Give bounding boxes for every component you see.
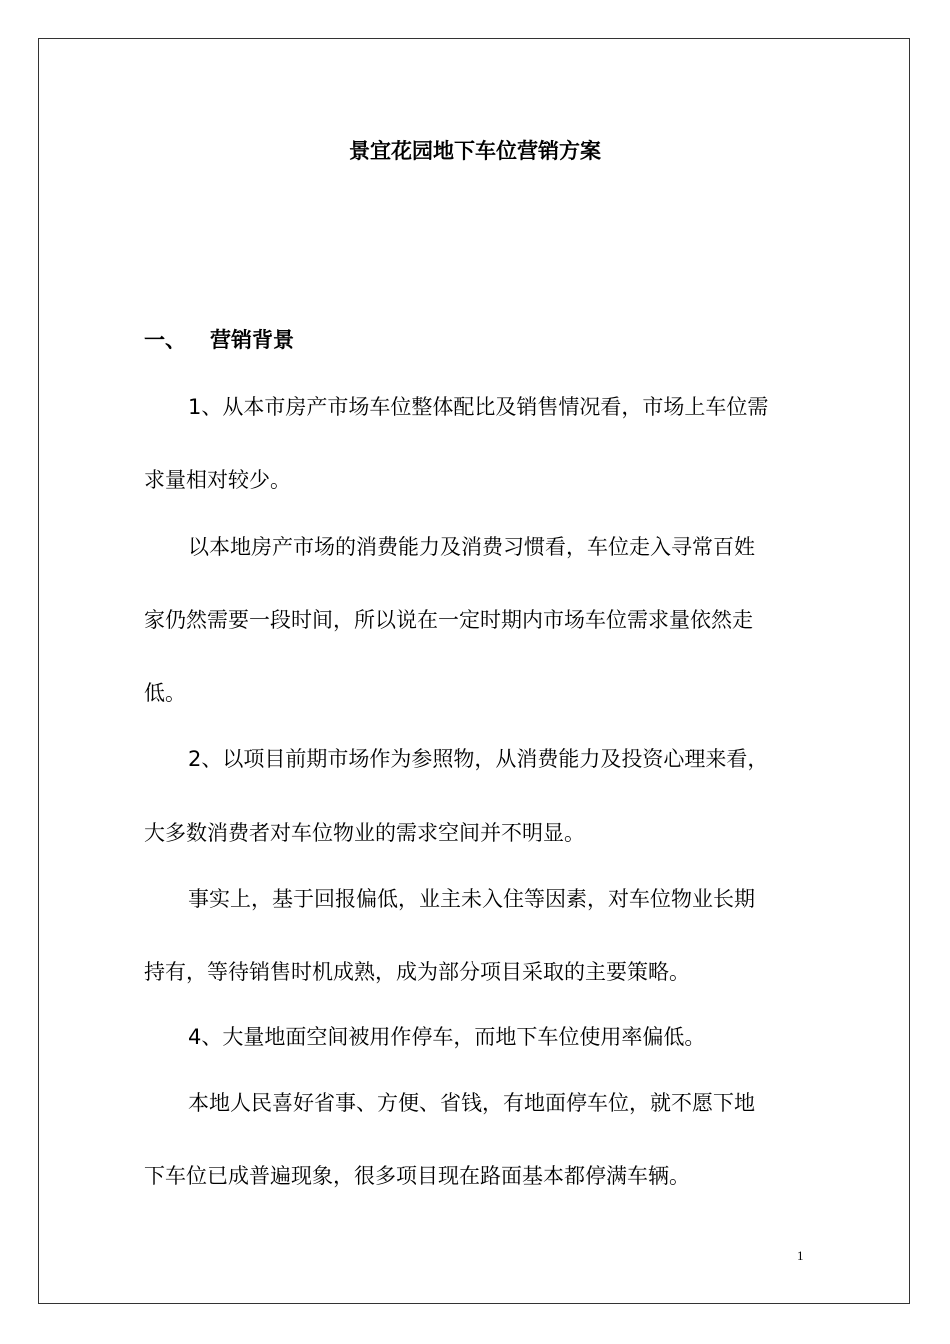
section-heading-text: 营销背景 bbox=[210, 328, 294, 352]
paragraph-line: 以本地房产市场的消费能力及消费习惯看，车位走入寻常百姓 bbox=[188, 535, 755, 559]
paragraph-line: 下车位已成普遍现象，很多项目现在路面基本都停满车辆。 bbox=[144, 1164, 690, 1188]
paragraph-line: 本地人民喜好省事、方便、省钱，有地面停车位，就不愿下地 bbox=[188, 1091, 755, 1115]
page-number: 1 bbox=[797, 1248, 804, 1263]
paragraph-line: 4、大量地面空间被用作停车，而地下车位使用率偏低。 bbox=[188, 1025, 706, 1049]
paragraph-line: 家仍然需要一段时间，所以说在一定时期内市场车位需求量依然走 bbox=[144, 608, 753, 632]
paragraph-line: 2、以项目前期市场作为参照物，从消费能力及投资心理来看， bbox=[188, 747, 769, 771]
paragraph-line: 事实上，基于回报偏低，业主未入住等因素，对车位物业长期 bbox=[188, 887, 755, 911]
document-title: 景宜花园地下车位营销方案 bbox=[349, 139, 601, 163]
paragraph-line: 1、从本市房产市场车位整体配比及销售情况看，市场上车位需 bbox=[188, 395, 769, 419]
paragraph-line: 持有，等待销售时机成熟，成为部分项目采取的主要策略。 bbox=[144, 960, 690, 984]
section-heading bbox=[144, 323, 294, 357]
paragraph-line: 求量相对较少。 bbox=[144, 468, 291, 492]
section-number: 一、 bbox=[144, 328, 186, 352]
paragraph-line: 大多数消费者对车位物业的需求空间并不明显。 bbox=[144, 821, 585, 845]
paragraph-line: 低。 bbox=[144, 681, 186, 705]
